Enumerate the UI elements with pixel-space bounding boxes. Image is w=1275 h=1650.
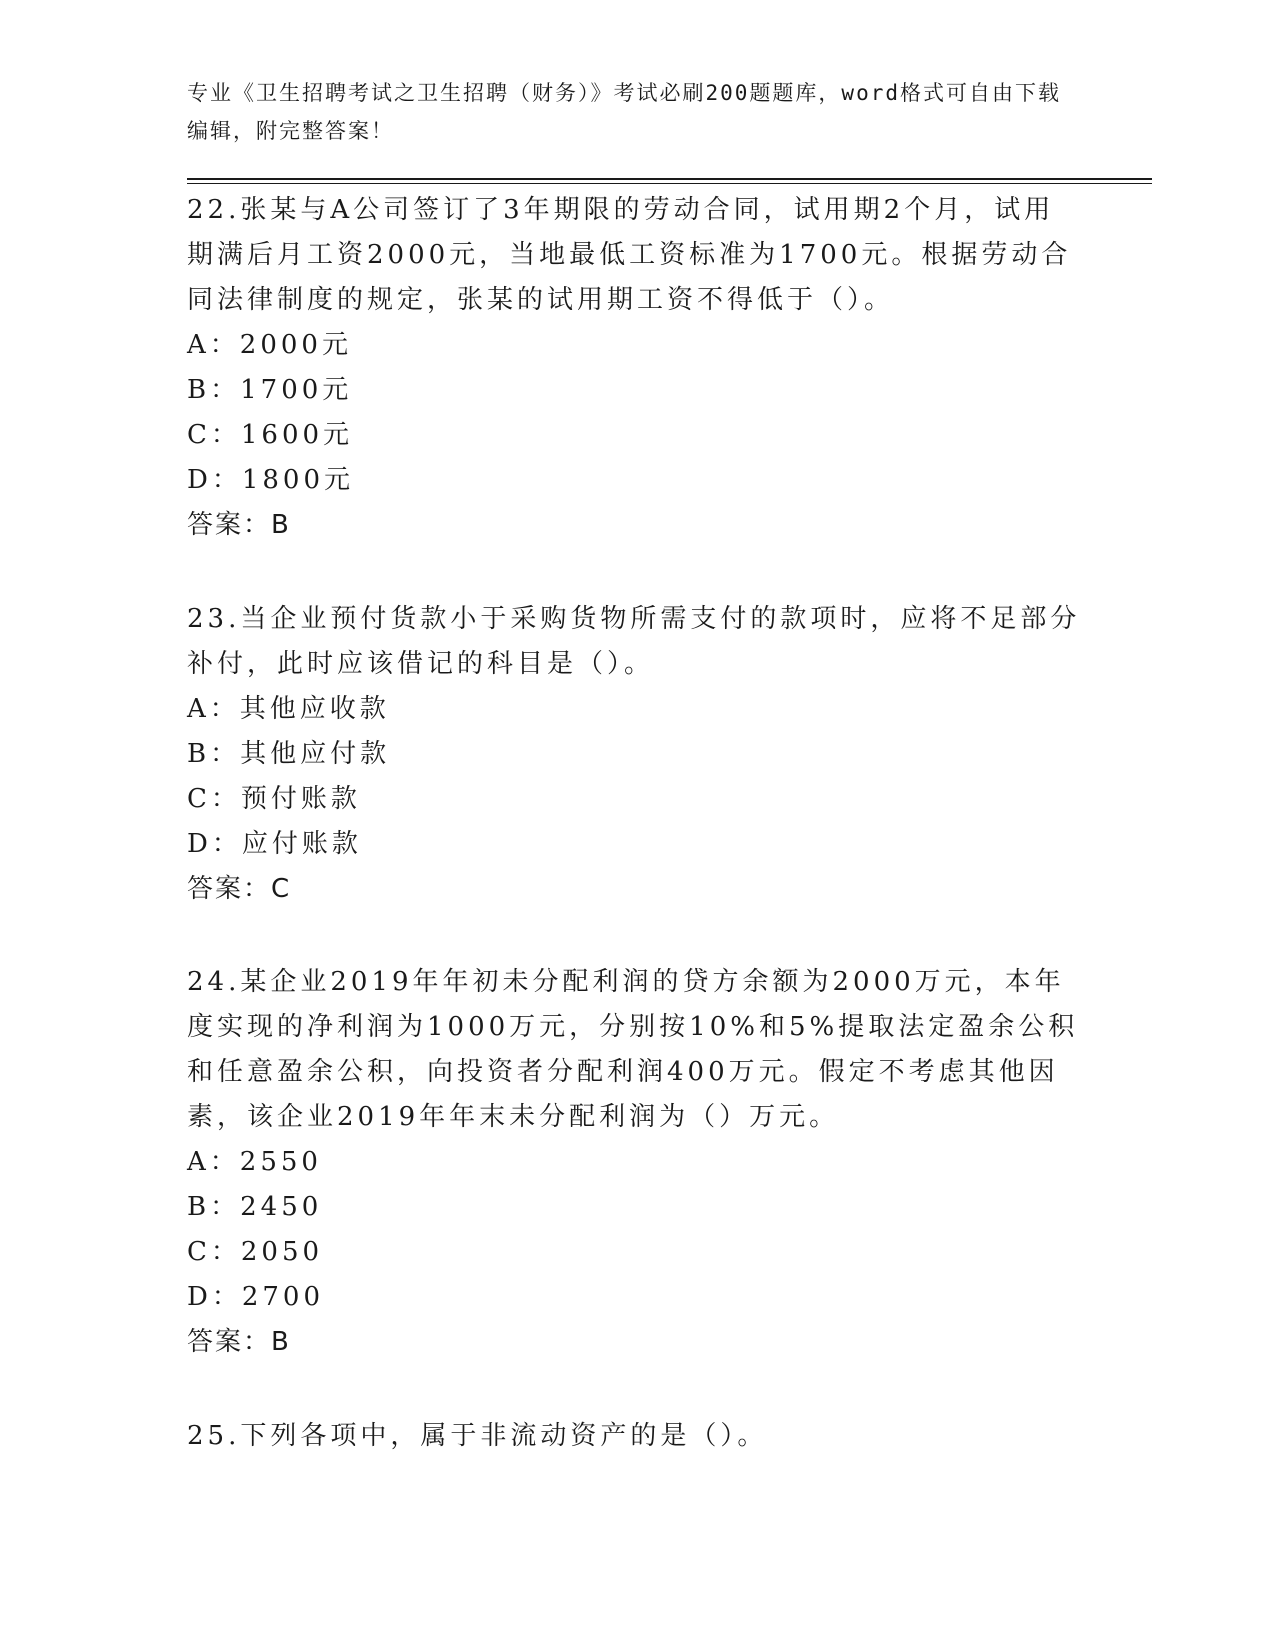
question-25 [187, 1414, 1082, 1459]
question-24 [187, 960, 1082, 1365]
question-22 [187, 188, 1082, 548]
header-divider-thick [187, 178, 1152, 180]
question-stem: 23.当企业预付货款小于采购货物所需支付的款项时，应将不足部分补付，此时应该借记的科目是（）。 [187, 604, 1081, 679]
question-stem: 25.下列各项中，属于非流动资产的是（）。 [187, 1421, 768, 1451]
header-divider-thin [187, 183, 1152, 184]
option-d: D：应付账款 [187, 829, 362, 859]
option-d: D：2700 [187, 1282, 325, 1312]
option-c: C：2050 [187, 1237, 324, 1267]
option-c: C：1600元 [187, 420, 354, 450]
option-d: D：1800元 [187, 465, 355, 495]
option-b: B：1700元 [187, 375, 353, 405]
answer-line: 答案：B [187, 510, 291, 540]
option-a: A：2550 [187, 1147, 322, 1177]
option-a: A：其他应收款 [187, 694, 390, 724]
option-c: C：预付账款 [187, 784, 361, 814]
answer-line: 答案：B [187, 1327, 291, 1357]
option-b: B：2450 [187, 1192, 323, 1222]
answer-line: 答案：C [187, 874, 292, 904]
option-a: A：2000元 [187, 330, 352, 360]
document-header: 专业《卫生招聘考试之卫生招聘（财务）》考试必刷200题题库，word格式可自由下载编辑，附完整答案！ [187, 81, 1061, 143]
question-23 [187, 597, 1082, 912]
question-stem: 24.某企业2019年年初未分配利润的贷方余额为2000万元，本年度实现的净利润为1000万元，分别按10%和5%提取法定盈余公积和任意盈余公积，向投资者分配利润400万元。假定不考虑其他因素，该企业2019年年末未分配利润为（）万元。 [187, 967, 1079, 1132]
question-stem: 22.张某与A公司签订了3年期限的劳动合同，试用期2个月，试用期满后月工资2000元，当地最低工资标准为1700元。根据劳动合同法律制度的规定，张某的试用期工资不得低于（）。 [187, 195, 1072, 315]
option-b: B：其他应付款 [187, 739, 391, 769]
